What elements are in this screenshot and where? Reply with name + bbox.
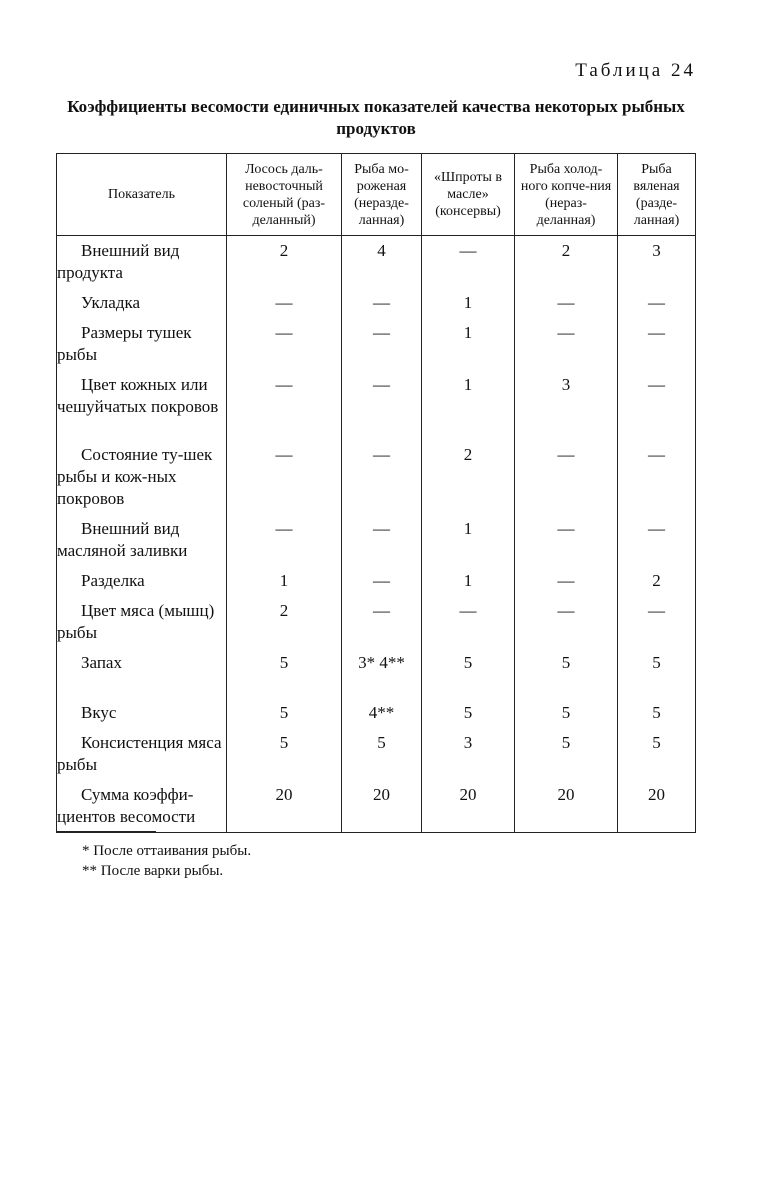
table-row [57,648,696,698]
header-row [57,154,696,236]
cell-value: 1 [422,514,515,566]
cell-value: 5 [422,698,515,728]
cell-value: 2 [422,440,515,514]
cell-value: 5 [515,728,618,780]
table-row [57,440,696,514]
row-label: Укладка [57,288,227,318]
header-salmon: Лосось даль-невосточный соленый (раз-деланный) [227,154,342,236]
cell-value: — [342,514,422,566]
table-row [57,728,696,780]
cell-value: — [422,596,515,648]
cell-value: 1 [227,566,342,596]
cell-value: 5 [227,648,342,698]
table-row [57,236,696,289]
cell-value: 5 [342,728,422,780]
row-label: Внешний вид масляной заливки [57,514,227,566]
cell-value: 20 [227,780,342,833]
cell-value: — [515,514,618,566]
table-row [57,318,696,370]
table-row [57,566,696,596]
table-row [57,288,696,318]
row-label: Вкус [57,698,227,728]
cell-value: 2 [515,236,618,289]
cell-value: 20 [342,780,422,833]
header-sprats: «Шпроты в масле» (консервы) [422,154,515,236]
header-frozen-fish: Рыба мо-роженая (неразде-ланная) [342,154,422,236]
row-label: Цвет кожных или чешуйчатых покровов [57,370,227,440]
coefficients-table [56,153,696,833]
row-label: Цвет мяса (мышц) рыбы [57,596,227,648]
row-label: Запах [57,648,227,698]
table-row [57,698,696,728]
cell-value: — [515,288,618,318]
cell-value: — [618,440,696,514]
table-row [57,780,696,833]
cell-value: — [227,440,342,514]
cell-value: — [342,596,422,648]
cell-value: 3 [618,236,696,289]
cell-value: — [422,236,515,289]
cell-value: 20 [618,780,696,833]
cell-value: — [342,318,422,370]
cell-value: 20 [422,780,515,833]
row-label: Разделка [57,566,227,596]
cell-value: 4** [342,698,422,728]
cell-value: 3 [422,728,515,780]
table-row [57,514,696,566]
row-label: Состояние ту-шек рыбы и кож-ных покровов [57,440,227,514]
cell-value: 3 [515,370,618,440]
cell-value: 2 [618,566,696,596]
table-row [57,370,696,440]
cell-value: 5 [422,648,515,698]
cell-value: — [342,370,422,440]
footnote-divider [56,831,156,832]
cell-value: — [618,318,696,370]
cell-value: — [618,514,696,566]
cell-value: — [227,514,342,566]
cell-value: 5 [515,648,618,698]
cell-value: — [342,566,422,596]
header-dried-fish: Рыба вяленая (разде-ланная) [618,154,696,236]
row-label: Сумма коэффи-циентов весомости [57,780,227,833]
cell-value: — [227,288,342,318]
cell-value: 2 [227,596,342,648]
footnote-cooking: ** После варки рыбы. [82,863,224,879]
cell-value: 5 [618,648,696,698]
header-indicator: Показатель [57,154,227,236]
cell-value: 1 [422,566,515,596]
cell-value: 5 [515,698,618,728]
cell-value: 4 [342,236,422,289]
cell-value: — [227,318,342,370]
table-number: Таблица 24 [575,60,696,81]
cell-value: 2 [227,236,342,289]
footnotes [82,841,251,881]
table-caption: Коэффициенты весомости единичных показателей качества некоторых рыбных продуктов [67,97,685,138]
table-row [57,596,696,648]
row-label: Консистенция мяса рыбы [57,728,227,780]
cell-value: 3* 4** [342,648,422,698]
cell-value: — [342,288,422,318]
cell-value: — [618,596,696,648]
cell-value: — [515,596,618,648]
cell-value: — [618,288,696,318]
cell-value: — [515,566,618,596]
cell-value: — [515,318,618,370]
cell-value: — [342,440,422,514]
row-label: Внешний вид продукта [57,236,227,289]
row-label: Размеры тушек рыбы [57,318,227,370]
cell-value: 1 [422,318,515,370]
cell-value: — [618,370,696,440]
cell-value: 20 [515,780,618,833]
footnote-thawing: * После оттаивания рыбы. [82,843,252,859]
header-cold-smoked: Рыба холод-ного копче-ния (нераз-деланная) [515,154,618,236]
cell-value: 5 [227,698,342,728]
cell-value: — [515,440,618,514]
cell-value: 1 [422,288,515,318]
cell-value: — [227,370,342,440]
cell-value: 5 [618,698,696,728]
cell-value: 1 [422,370,515,440]
cell-value: 5 [618,728,696,780]
cell-value: 5 [227,728,342,780]
